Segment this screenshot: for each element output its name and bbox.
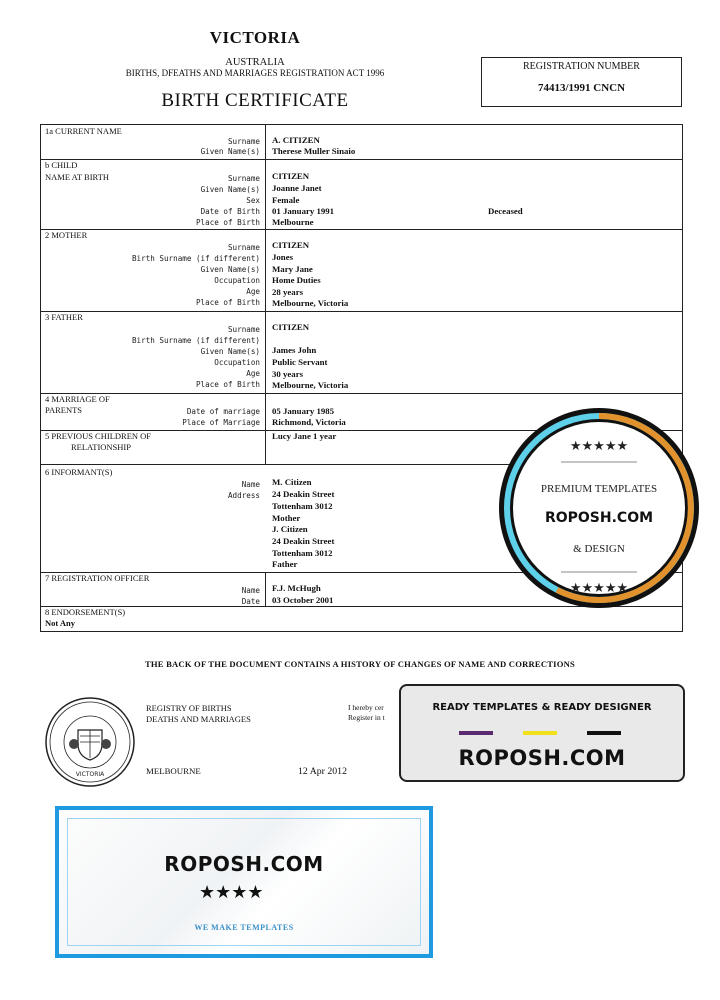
value-child-surname: CITIZEN [272, 171, 310, 181]
label-given-names: Given Name(s) [200, 147, 260, 156]
premium-templates-watermark [497, 404, 701, 612]
label-given-names: Given Name(s) [200, 185, 260, 194]
registry-seal-icon [44, 696, 136, 788]
section-current-name: 1a CURRENT NAME [45, 126, 122, 136]
label-place-of-birth: Place of Birth [195, 380, 260, 389]
badge-bar-yellow [523, 731, 557, 735]
registry-line1: REGISTRY OF BIRTHS [146, 703, 232, 713]
registration-number: 74413/1991 CNCN [537, 82, 626, 94]
watermark-stars-bottom: ★★★★★ [569, 581, 629, 596]
label-given-names: Given Name(s) [200, 347, 260, 356]
value-informant-7: Tottenham 3012 [272, 548, 333, 558]
value-previous-children: Lucy Jane 1 year [272, 431, 337, 441]
value-date-of-marriage: 05 January 1985 [272, 406, 335, 416]
label-date-of-birth: Date of Birth [200, 207, 260, 216]
value-father-given-names: James John [272, 345, 317, 355]
value-father-surname: CITIZEN [272, 322, 310, 332]
watermark-line1: PREMIUM TEMPLATES [540, 483, 658, 495]
section-previous-children-line2: RELATIONSHIP [71, 442, 131, 452]
value-father-place-of-birth: Melbourne, Victoria [272, 380, 349, 390]
act-line: BIRTHS, DFEATHS AND MARRIAGES REGISTRATION ACT 1996 [125, 68, 385, 78]
ready-templates-badge [399, 684, 685, 782]
label-place-of-marriage: Place of Marriage [182, 418, 260, 427]
label-sex: Sex [246, 196, 260, 205]
section-previous-children: 5 PREVIOUS CHILDREN OF [45, 431, 152, 441]
stamp-stars-icon: ★★★★ [199, 882, 264, 903]
label-place-of-birth: Place of Birth [195, 218, 260, 227]
section-mother: 2 MOTHER [45, 230, 88, 240]
value-informant-3: Tottenham 3012 [272, 501, 333, 511]
label-age: Age [246, 369, 260, 378]
label-surname: Surname [227, 137, 260, 146]
section-informant: 6 INFORMANT(S) [45, 467, 113, 477]
watermark-ring-icon [497, 404, 701, 612]
watermark-stars-top: ★★★★★ [569, 439, 629, 454]
label-given-names: Given Name(s) [200, 265, 260, 274]
label-date-of-marriage: Date of marriage [186, 407, 260, 416]
label-birth-surname: Birth Surname (if different) [131, 336, 260, 345]
value-child-sex: Female [272, 195, 300, 205]
value-informant-4: Mother [272, 513, 301, 523]
seal-text: VICTORIA [75, 771, 105, 778]
label-surname: Surname [227, 174, 260, 183]
section-registration-officer: 7 REGISTRATION OFFICER [45, 573, 150, 583]
value-mother-surname: CITIZEN [272, 240, 310, 250]
state-heading: VICTORIA [209, 28, 301, 47]
value-informant-6: 24 Deakin Street [272, 536, 335, 546]
label-date: Date [241, 597, 260, 606]
badge-title: READY TEMPLATES & READY DESIGNER [432, 702, 652, 713]
value-child-given-names: Joanne Janet [272, 183, 322, 193]
value-mother-occupation: Home Duties [272, 275, 321, 285]
badge-bar-purple [459, 731, 493, 735]
label-address: Address [227, 491, 260, 500]
value-father-age: 30 years [272, 369, 304, 379]
status-deceased: Deceased [488, 206, 523, 216]
badge-bar-black [587, 731, 621, 735]
hereby-line1: I hereby cer [348, 703, 384, 712]
label-age: Age [246, 287, 260, 296]
badge-main: ROPOSH.COM [458, 746, 626, 770]
value-informant-8: Father [272, 559, 298, 569]
registry-name [146, 703, 251, 725]
registration-box [481, 57, 682, 107]
value-current-given-names: Therese Muller Sinaio [272, 146, 356, 156]
value-mother-place-of-birth: Melbourne, Victoria [272, 298, 349, 308]
value-child-place-of-birth: Melbourne [272, 217, 314, 227]
issue-city: MELBOURNE [146, 766, 201, 776]
section-marriage-line2: PARENTS [45, 405, 83, 415]
value-mother-age: 28 years [272, 287, 304, 297]
registry-line2: DEATHS AND MARRIAGES [146, 714, 251, 724]
issue-date: 12 Apr 2012 [298, 766, 347, 777]
back-note: THE BACK OF THE DOCUMENT CONTAINS A HISTORY OF CHANGES OF NAME AND CORRECTIONS [144, 659, 575, 669]
value-officer-name: F.J. McHugh [272, 583, 321, 593]
label-surname: Surname [227, 325, 260, 334]
stamp-sub: WE MAKE TEMPLATES [194, 923, 294, 932]
label-birth-surname: Birth Surname (if different) [131, 254, 260, 263]
section-child: b CHILD [45, 160, 78, 170]
value-child-date-of-birth: 01 January 1991 [272, 206, 335, 216]
section-endorsements: 8 ENDORSEMENT(S) [45, 607, 126, 617]
stamp-main: ROPOSH.COM [164, 852, 324, 876]
watermark-line3: & DESIGN [573, 543, 625, 555]
value-current-surname: A. CITIZEN [272, 135, 320, 145]
value-officer-date: 03 October 2001 [272, 595, 334, 605]
label-occupation: Occupation [214, 276, 260, 285]
section-marriage: 4 MARRIAGE OF [45, 394, 110, 404]
label-name: Name [241, 586, 260, 595]
registration-label: REGISTRATION NUMBER [523, 61, 640, 72]
certificate-title: BIRTH CERTIFICATE [161, 90, 349, 111]
watermark-line2: ROPOSH.COM [544, 510, 654, 526]
section-father: 3 FATHER [45, 312, 83, 322]
label-surname: Surname [227, 243, 260, 252]
value-informant-2: 24 Deakin Street [272, 489, 335, 499]
label-place-of-birth: Place of Birth [195, 298, 260, 307]
child-name-at-birth: NAME AT BIRTH [45, 172, 110, 182]
value-place-of-marriage: Richmond, Victoria [272, 417, 346, 427]
label-occupation: Occupation [214, 358, 260, 367]
value-endorsements: Not Any [45, 618, 75, 628]
we-make-templates-stamp [55, 806, 433, 958]
country-heading: AUSTRALIA [225, 57, 285, 68]
hereby-line2: Register in t [348, 713, 385, 722]
value-father-occupation: Public Servant [272, 357, 328, 367]
value-informant-1: M. Citizen [272, 477, 312, 487]
value-mother-birth-surname: Jones [272, 252, 294, 262]
value-informant-5: J. Citizen [272, 524, 308, 534]
value-mother-given-names: Mary Jane [272, 264, 313, 274]
label-name: Name [241, 480, 260, 489]
